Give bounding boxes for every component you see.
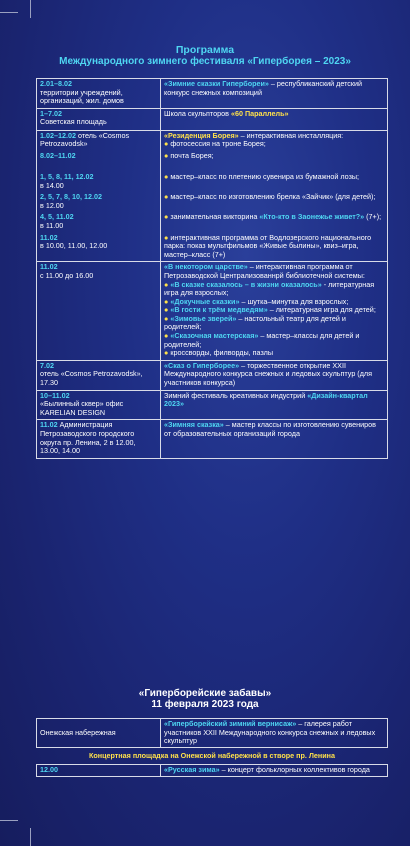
program-header <box>0 44 410 68</box>
table-row: 1, 5, 8, 11, 12.02 в 14.00 ● мастер–класс по плетению сувенира из бумажной лозы; <box>37 172 388 192</box>
event-item-title: «Зимовье зверей» <box>170 313 237 323</box>
event-desc: Школа скульпторов <box>164 108 231 118</box>
event-date: 11.02 <box>40 232 58 242</box>
event-date: 2.01–8.02 <box>40 79 72 88</box>
event-place: отель «Cosmos Petrozavodsk», 17.30 <box>40 369 143 388</box>
event-desc: (7+); <box>364 212 382 222</box>
table-row <box>37 719 388 748</box>
event-item: мастер–класс по изготовлению брелка «Зайчик» (для детей); <box>170 192 376 202</box>
table-row <box>37 747 388 765</box>
table-row <box>37 108 388 130</box>
table-row <box>37 79 388 109</box>
section-fun-header <box>0 688 410 710</box>
event-desc: – концерт фольклорных коллективов города <box>219 765 370 775</box>
table-row: 11.02 с 11.00 до 16.00 «В некотором царстве» – интерактивная программа от Петрозаводской Централизованнрй библиотечной системы: ● «В сказке сказалось – в жизни оказалось» - литературная игра для взрослых; ● «Докучные сказки» – шутка–минутка для взрослых; ● «В гости к трём медведям» – литературная игра для детей; ● «Зимовье зверей» – настольный театр для детей и родителей; ● «Сказочная мастерская» – мастер–классы для детей и родителей; ● кроссворды, филворды, пазлы <box>37 262 388 361</box>
event-item: – мастер–классы для детей и родителей; <box>164 331 360 349</box>
event-item-title: «Сказочная мастерская» <box>170 331 259 341</box>
section-date: 11 февраля 2023 года <box>151 699 259 710</box>
program-table <box>36 78 388 459</box>
event-time: 12.00 <box>40 765 58 775</box>
program-title: Программа <box>175 44 235 56</box>
event-title: «Гиперборейский зимний вернисаж» <box>164 719 297 728</box>
event-item-title: «Докучные сказки» <box>170 296 240 306</box>
event-place: Советская площадь <box>40 117 107 127</box>
table-row: 11.02 в 10.00, 11.00, 12.00 ● интерактивная программа от Водлозерского национального парка: показ мультфильмов «Живые былины», квиз–игра, мастер–класс (7+) <box>37 233 388 262</box>
event-date: 10–11.02 <box>40 390 70 400</box>
event-date: 8.02–11.02 <box>40 150 76 160</box>
event-date: 1.02–12.02 <box>40 130 76 140</box>
event-item: – литературная игра для детей; <box>267 305 376 315</box>
event-place: «Былинный сквер» офис KARELIAN DESIGN <box>40 399 124 417</box>
event-item: - литературная игра для взрослых; <box>164 279 375 298</box>
crop-mark <box>0 820 18 821</box>
event-title: «Зимняя сказка» <box>164 420 224 430</box>
event-item: фотосессия на троне Борея; <box>170 139 266 149</box>
event-date: 1, 5, 8, 11, 12.02 <box>40 171 94 181</box>
event-title: «В некотором царстве» <box>164 262 248 272</box>
table-row <box>37 765 388 777</box>
event-place: отель «Cosmos Petrozavodsk» <box>40 130 130 149</box>
event-item: кроссворды, филворды, пазлы <box>170 348 274 358</box>
crop-mark <box>30 828 31 846</box>
event-title: «Дизайн-квартал 2023» <box>164 390 368 409</box>
event-title: «Сказ о Гиперборее» <box>164 360 240 370</box>
event-date: 11.02 <box>40 262 58 272</box>
table-row <box>37 360 388 390</box>
table-row: 1.02–12.02 отель «Cosmos Petrozavodsk» «Резиденция Борея» – интерактивная инсталляция: ● фотосессия на троне Борея; <box>37 130 388 151</box>
event-item: занимательная викторина <box>170 212 260 222</box>
event-title: «Резиденция Борея» <box>164 130 239 140</box>
crop-mark <box>0 12 18 13</box>
event-title: «Русская зима» <box>164 765 220 775</box>
table-row <box>37 390 388 420</box>
crop-mark <box>30 0 31 18</box>
event-desc: – галерея работ участников XXII Международного конкурса снежных и ледовых скульптур <box>164 719 376 746</box>
event-item: – шутка–минутка для взрослых; <box>239 296 349 306</box>
event-desc: Зимний фестиваль креативных индустрий <box>164 390 308 400</box>
event-place: Онежская набережная <box>40 727 116 737</box>
event-item: интерактивная программа от Водлозерского национального парка: показ мультфильмов «Живые былины», квиз–игра, мастер–класс (7+) <box>164 232 372 259</box>
event-date: 11.02 <box>40 420 58 430</box>
event-date: 7.02 <box>40 360 54 370</box>
event-item: – настольный театр для детей и родителей; <box>164 313 346 332</box>
event-time: в 12.00 <box>40 200 64 210</box>
event-title: «Зимние сказки Гипербореи» <box>164 79 269 88</box>
table-row: 8.02–11.02 ● почта Борея; <box>37 151 388 172</box>
event-desc: – республиканский детский конкурс снежных композиций <box>164 79 363 97</box>
event-date: 4, 5, 11.02 <box>40 212 74 222</box>
event-desc: – торжественное открытие XXII Международного конкурса снежных и ледовых скульптур (для участников конкурса) <box>164 360 372 388</box>
event-item: почта Борея; <box>170 150 214 160</box>
event-title: «Кто-кто в Заонежье живет?» <box>259 212 365 222</box>
concert-venue: Концертная площадка на Онежской набережной в створе пр. Ленина <box>88 750 336 760</box>
event-item-title: «В гости к трём медведям» <box>170 305 268 315</box>
event-time: в 14.00 <box>40 180 64 190</box>
event-date: 2, 5, 7, 8, 10, 12.02 <box>40 192 102 202</box>
event-date: 1–7.02 <box>40 108 62 118</box>
event-place: Администрация Петрозаводского городского округа пр. Ленина, 2 в 12.00, 13.00, 14.00 <box>40 420 136 456</box>
event-item: мастер–класс по плетению сувенира из бумажной лозы; <box>170 171 360 181</box>
event-desc: – интерактивная инсталляция: <box>238 130 344 140</box>
event-time: с 11.00 до 16.00 <box>40 270 94 280</box>
event-time: в 11.00 <box>40 220 64 230</box>
table-row: 2, 5, 7, 8, 10, 12.02 в 12.00 ● мастер–класс по изготовлению брелка «Зайчик» (для детей); <box>37 192 388 212</box>
event-place: территории учреждений, организаций, жил. домов <box>40 87 124 106</box>
fun-table <box>36 718 388 777</box>
event-desc: – мастер классы по изготовлению сувениров от образовательных организаций города <box>164 420 376 438</box>
program-subtitle: Международного зимнего фестиваля «Гиперборея – 2023» <box>59 56 351 67</box>
event-time: в 10.00, 11.00, 12.00 <box>40 241 108 251</box>
event-item-title: «В сказке сказалось – в жизни оказалось» <box>170 279 322 289</box>
section-title: «Гиперборейские забавы» <box>138 688 272 699</box>
table-row <box>37 420 388 458</box>
event-title: «60 Параллель» <box>230 108 289 118</box>
table-row: 4, 5, 11.02 в 11.00 ● занимательная викторина «Кто-кто в Заонежье живет?» (7+); <box>37 212 388 232</box>
event-desc: – интерактивная программа от Петрозаводской Централизованнрй библиотечной системы: <box>164 262 365 280</box>
